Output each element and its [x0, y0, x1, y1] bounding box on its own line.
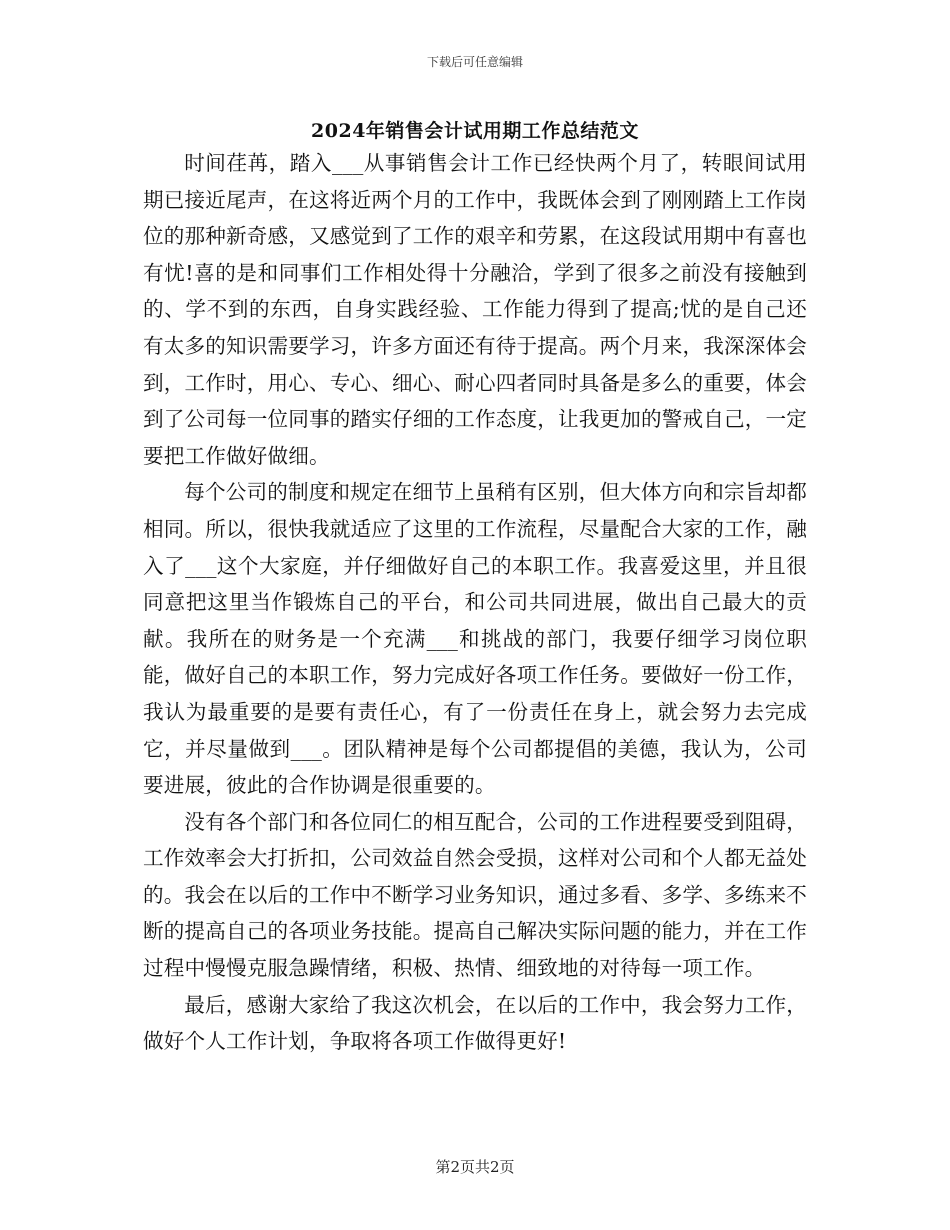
paragraph-2: 每个公司的制度和规定在细节上虽稍有区别，但大体方向和宗旨却都相同。所以，很快我就适应了这里的工作流程，尽量配合大家的工作，融入了___这个大家庭，并仔细做好自己的本职工作。我喜爱这里，并且很同意把这里当作锻炼自己的平台，和公司共同进展，做出自己最大的贡献。我所在的财务是一个充满___和挑战的部门，我要仔细学习岗位职能，做好自己的本职工作，努力完成好各项工作任务。要做好一份工作，我认为最重要的是要有责任心，有了一份责任在身上，就会努力去完成它，并尽量做到___。团队精神是每个公司都提倡的美德，我认为，公司要进展，彼此的合作协调是很重要的。 — [143, 480, 807, 798]
paragraph-4: 最后，感谢大家给了我这次机会，在以后的工作中，我会努力工作，做好个人工作计划，争取将各项工作做得更好! — [143, 992, 807, 1054]
paragraph-3: 没有各个部门和各位同仁的相互配合，公司的工作进程要受到阻碍，工作效率会大打折扣，公司效益自然会受损，这样对公司和个人都无益处的。我会在以后的工作中不断学习业务知识，通过多看、多学、多练来不断的提高自己的各项业务技能。提高自己解决实际问题的能力，并在工作过程中慢慢克服急躁情绪，积极、热情、细致地的对待每一项工作。 — [143, 809, 807, 981]
page-number-footer: 第2页共2页 — [435, 1158, 515, 1176]
document-body — [143, 145, 807, 1060]
paragraph-1: 时间荏苒，踏入___从事销售会计工作已经快两个月了，转眼间试用期已接近尾声，在这将近两个月的工作中，我既体会到了刚刚踏上工作岗位的那种新奇感，又感觉到了工作的艰辛和劳累，在这段试用期中有喜也有忧!喜的是和同事们工作相处得十分融洽，学到了很多之前没有接触到的、学不到的东西，自身实践经验、工作能力得到了提高;忧的是自己还有太多的知识需要学习，许多方面还有待于提高。两个月来，我深深体会到，工作时，用心、专心、细心、耐心四者同时具备是多么的重要，体会到了公司每一位同事的踏实仔细的工作态度，让我更加的警戒自己，一定要把工作做好做细。 — [143, 151, 807, 468]
header-note: 下载后可任意编辑 — [426, 55, 523, 69]
document-title: 2024年销售会计试用期工作总结范文 — [311, 120, 639, 142]
